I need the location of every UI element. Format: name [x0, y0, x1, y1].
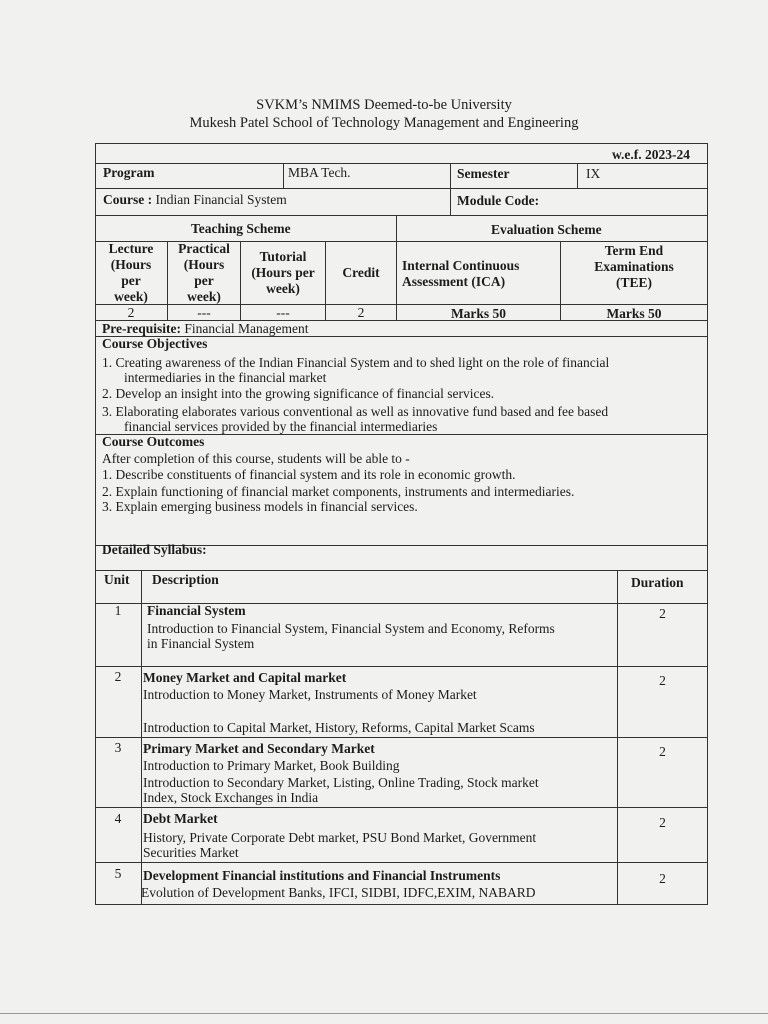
- unit-title: Financial System: [147, 603, 246, 618]
- wef-year: w.e.f. 2023-24: [612, 147, 690, 162]
- page-edge-rule: [0, 1013, 768, 1014]
- ica-marks: Marks 50: [450, 306, 507, 321]
- outcomes-title: Course Outcomes: [102, 434, 205, 449]
- unit-duration: 2: [659, 606, 666, 621]
- tee-marks: Marks 50: [606, 306, 662, 321]
- prerequisite-label: Pre-requisite:: [102, 321, 181, 336]
- unit-line: Introduction to Secondary Market, Listing, Online Trading, Stock market: [143, 775, 539, 790]
- duration-header: Duration: [631, 575, 684, 590]
- unit-line: Introduction to Money Market, Instruments of Money Market: [143, 687, 477, 702]
- unit-number: 5: [114, 866, 122, 881]
- unit-number: 3: [114, 740, 122, 755]
- document-header: [0, 96, 768, 132]
- lecture-value: 2: [127, 305, 135, 320]
- unit-line: History, Private Corporate Debt market, PSU Bond Market, Government: [143, 830, 537, 845]
- objective-line-4: 3. Elaborating elaborates various conventional as well as innovative fund based and fee based: [102, 404, 609, 419]
- syllabus-title: Detailed Syllabus:: [102, 542, 207, 557]
- objective-line-3: 2. Develop an insight into the growing significance of financial services.: [102, 386, 495, 401]
- lecture-header: Lecture (Hours per week): [108, 241, 154, 304]
- unit-line: Introduction to Financial System, Financial System and Economy, Reforms: [147, 621, 555, 636]
- unit-number: 2: [114, 669, 122, 684]
- unit-title: Development Financial institutions and Financial Instruments: [143, 868, 501, 883]
- objective-line-2: intermediaries in the financial market: [124, 370, 327, 385]
- tutorial-header: Tutorial (Hours per week): [251, 249, 315, 296]
- unit-duration: 2: [659, 744, 666, 759]
- university-name: SVKM’s NMIMS Deemed-to-be University: [256, 97, 512, 113]
- unit-header: Unit: [104, 572, 130, 587]
- objectives-title: Course Objectives: [102, 336, 208, 351]
- evaluation-scheme-title: Evaluation Scheme: [491, 222, 602, 237]
- school-name: Mukesh Patel School of Technology Management and Engineering: [189, 115, 579, 131]
- unit-line: Evolution of Development Banks, IFCI, SIDBI, IDFC,EXIM, NABARD: [141, 885, 536, 900]
- unit-duration: 2: [659, 871, 666, 886]
- credit-header: Credit: [342, 265, 380, 280]
- ica-header: Internal Continuous Assessment (ICA): [402, 258, 520, 289]
- unit-line: Securities Market: [143, 845, 239, 860]
- objective-line-1: 1. Creating awareness of the Indian Financial System and to shed light on the role of financial: [102, 355, 610, 370]
- credit-value: 2: [357, 305, 365, 320]
- unit-duration: 2: [659, 815, 666, 830]
- semester-value: IX: [586, 166, 601, 181]
- prerequisite-row: [102, 321, 308, 337]
- teaching-scheme-title: Teaching Scheme: [191, 221, 291, 236]
- semester-label: Semester: [457, 166, 510, 181]
- prerequisite-value: Financial Management: [184, 321, 309, 336]
- outcome-line-1: After completion of this course, students will be able to -: [102, 451, 410, 466]
- unit-line: in Financial System: [147, 636, 255, 651]
- course-label: Course :: [103, 192, 153, 207]
- module-code-label: Module Code:: [457, 193, 540, 208]
- course-value: Indian Financial System: [155, 192, 287, 207]
- description-header: Description: [152, 572, 219, 587]
- unit-line: Introduction to Capital Market, History, Reforms, Capital Market Scams: [143, 720, 535, 735]
- unit-title: Primary Market and Secondary Market: [143, 741, 375, 756]
- unit-number: 1: [114, 603, 122, 618]
- program-value: MBA Tech.: [288, 165, 351, 180]
- outcome-line-3: 2. Explain functioning of financial market components, instruments and intermediaries.: [102, 484, 575, 499]
- practical-header: Practical (Hours per week): [178, 241, 230, 304]
- unit-line: Introduction to Primary Market, Book Building: [143, 758, 400, 773]
- unit-duration: 2: [659, 673, 666, 688]
- program-label: Program: [103, 165, 155, 180]
- objective-line-5: financial services provided by the financial intermediaries: [124, 419, 438, 434]
- course-row: [103, 192, 287, 208]
- unit-title: Money Market and Capital market: [143, 670, 347, 685]
- outcome-line-2: 1. Describe constituents of financial system and its role in economic growth.: [102, 467, 516, 482]
- unit-title: Debt Market: [143, 811, 218, 826]
- unit-number: 4: [114, 811, 122, 826]
- practical-value: ---: [197, 305, 211, 320]
- unit-line: Index, Stock Exchanges in India: [143, 790, 319, 805]
- outcome-line-4: 3. Explain emerging business models in financial services.: [102, 499, 418, 514]
- tutorial-value: ---: [276, 305, 290, 320]
- tee-header: Term End Examinations (TEE): [594, 243, 674, 290]
